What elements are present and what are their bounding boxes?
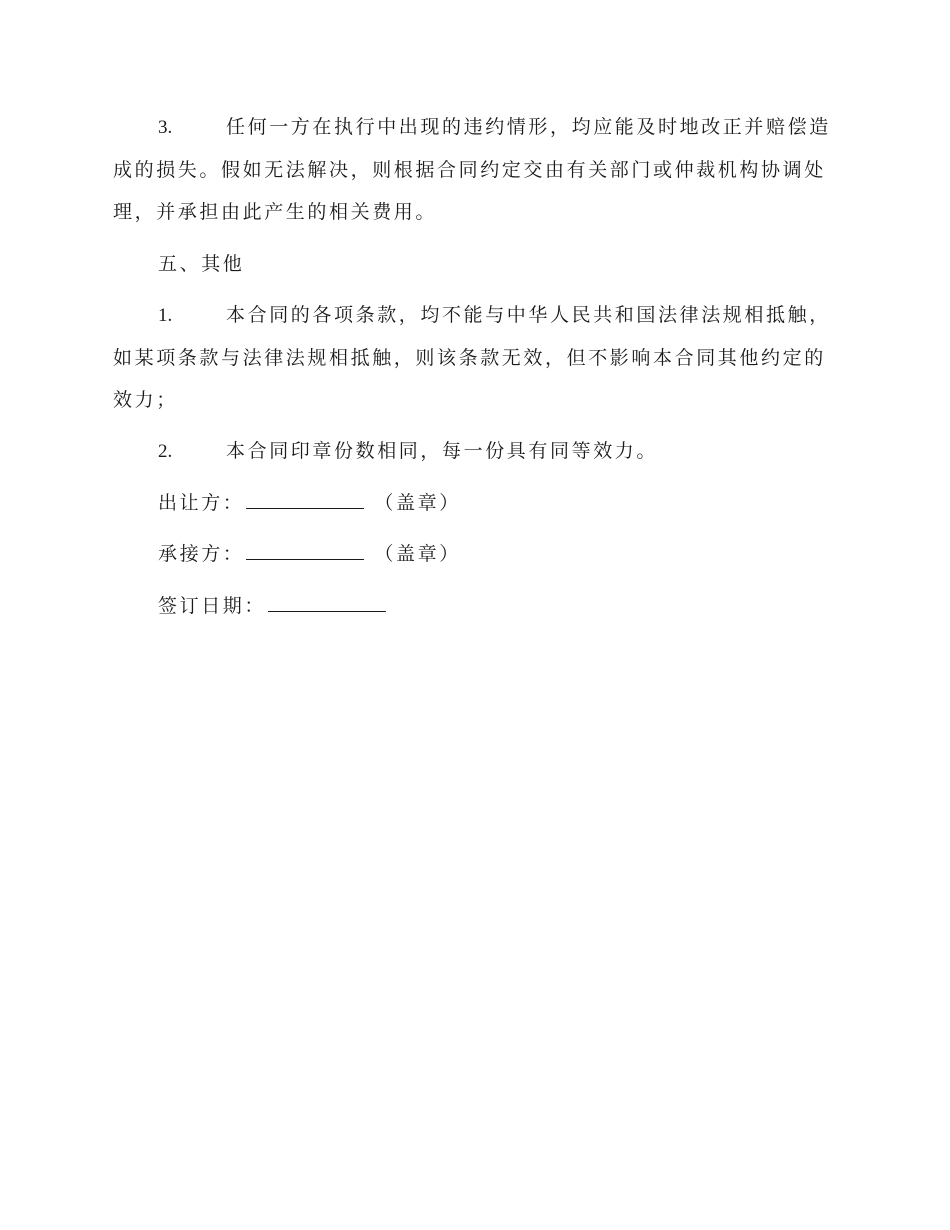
section-heading: 五、其他	[158, 253, 245, 275]
transferor-seal: （盖章）	[374, 492, 461, 514]
clause-5-1-line-2: 如某项条款与法律法规相抵触，则该条款无效，但不影响本合同其他约定的	[113, 347, 826, 369]
transferee-seal: （盖章）	[374, 543, 461, 565]
transferor-label: 出让方：	[158, 492, 245, 514]
transferee-label: 承接方：	[158, 543, 245, 565]
signing-date-label: 签订日期：	[158, 595, 267, 617]
clause-5-1-line-1	[113, 294, 833, 337]
transferor-blank[interactable]	[246, 488, 364, 509]
clause-3-line-3: 理，并承担由此产生的相关费用。	[113, 201, 438, 223]
transferee-blank[interactable]	[246, 539, 364, 560]
transferor-signature-line	[158, 488, 461, 518]
clause-5-2-number: 2.	[158, 441, 173, 462]
clause-5-2-text-1: 本合同印章份数相同，每一份具有同等效力。	[226, 440, 659, 462]
clause-3-line-1	[113, 106, 833, 149]
signing-date-line	[158, 591, 396, 621]
clause-5-2	[113, 430, 833, 473]
clause-5-2-line-1	[113, 430, 833, 473]
clause-5-1-text-1: 本合同的各项条款，均不能与中华人民共和国法律法规相抵触，	[226, 304, 831, 326]
signing-date-blank[interactable]	[268, 591, 386, 612]
clause-3-line-2: 成的损失。假如无法解决，则根据合同约定交由有关部门或仲裁机构协调处	[113, 159, 826, 181]
transferee-signature-line	[158, 539, 461, 569]
clause-5-1	[113, 294, 833, 421]
clause-5-1-line-3: 效力；	[113, 389, 178, 411]
clause-3	[113, 106, 833, 233]
clause-3-text-1: 任何一方在执行中出现的违约情形，均应能及时地改正并赔偿造	[226, 116, 831, 138]
clause-3-number: 3.	[158, 117, 173, 138]
clause-5-1-number: 1.	[158, 305, 173, 326]
